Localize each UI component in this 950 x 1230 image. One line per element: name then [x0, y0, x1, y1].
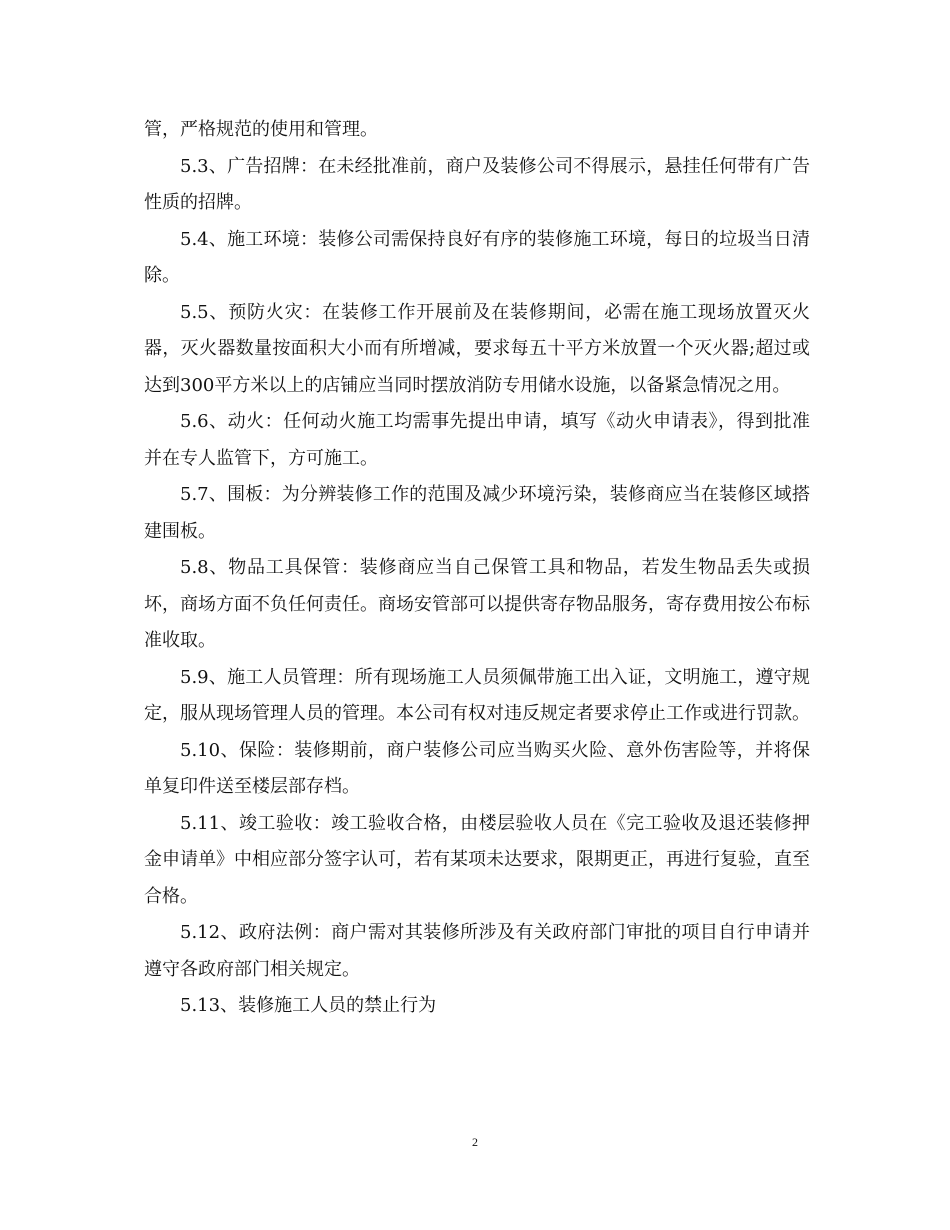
- page-number: 2: [472, 1135, 478, 1149]
- paragraph: 管，严格规范的使用和管理。: [144, 119, 378, 140]
- paragraph: 5.8、物品工具保管：装修商应当自己保管工具和物品，若发生物品丢失或损坏，商场方面不负任何责任。商场安管部可以提供寄存物品服务，寄存费用按公布标准收取。: [144, 557, 810, 651]
- paragraph: 5.6、动火：任何动火施工均需事先提出申请，填写《动火申请表》，得到批准并在专人监管下，方可施工。: [144, 411, 810, 469]
- paragraph: 5.3、广告招牌：在未经批准前，商户及装修公司不得展示，悬挂任何带有广告性质的招牌。: [144, 155, 810, 213]
- paragraph: 5.7、围板：为分辨装修工作的范围及减少环境污染，装修商应当在装修区域搭建围板。: [144, 484, 810, 542]
- paragraph: 5.13、装修施工人员的禁止行为: [180, 995, 437, 1016]
- paragraph: 5.11、竣工验收：竣工验收合格，由楼层验收人员在《完工验收及退还装修押金申请单》中相应部分签字认可，若有某项未达要求，限期更正，再进行复验，直至合格。: [144, 812, 810, 907]
- paragraph: 5.5、预防火灾：在装修工作开展前及在装修期间，必需在施工现场放置灭火器，灭火器数量按面积大小而有所增减，要求每五十平方米放置一个灭火器;超过或达到300平方米以上的店铺应当同时摆放消防专用储水设施，以备紧急情况之用。: [144, 301, 810, 396]
- paragraph: 5.9、施工人员管理：所有现场施工人员须佩带施工出入证，文明施工，遵守规定，服从现场管理人员的管理。本公司有权对违反规定者要求停止工作或进行罚款。: [144, 666, 810, 724]
- document-body: [144, 112, 810, 1025]
- paragraph: 5.4、施工环境：装修公司需保持良好有序的装修施工环境，每日的垃圾当日清除。: [144, 228, 810, 286]
- paragraph: 5.10、保险：装修期前，商户装修公司应当购买火险、意外伤害险等，并将保单复印件送至楼层部存档。: [144, 739, 810, 797]
- paragraph: 5.12、政府法例：商户需对其装修所涉及有关政府部门审批的项目自行申请并遵守各政府部门相关规定。: [144, 922, 810, 980]
